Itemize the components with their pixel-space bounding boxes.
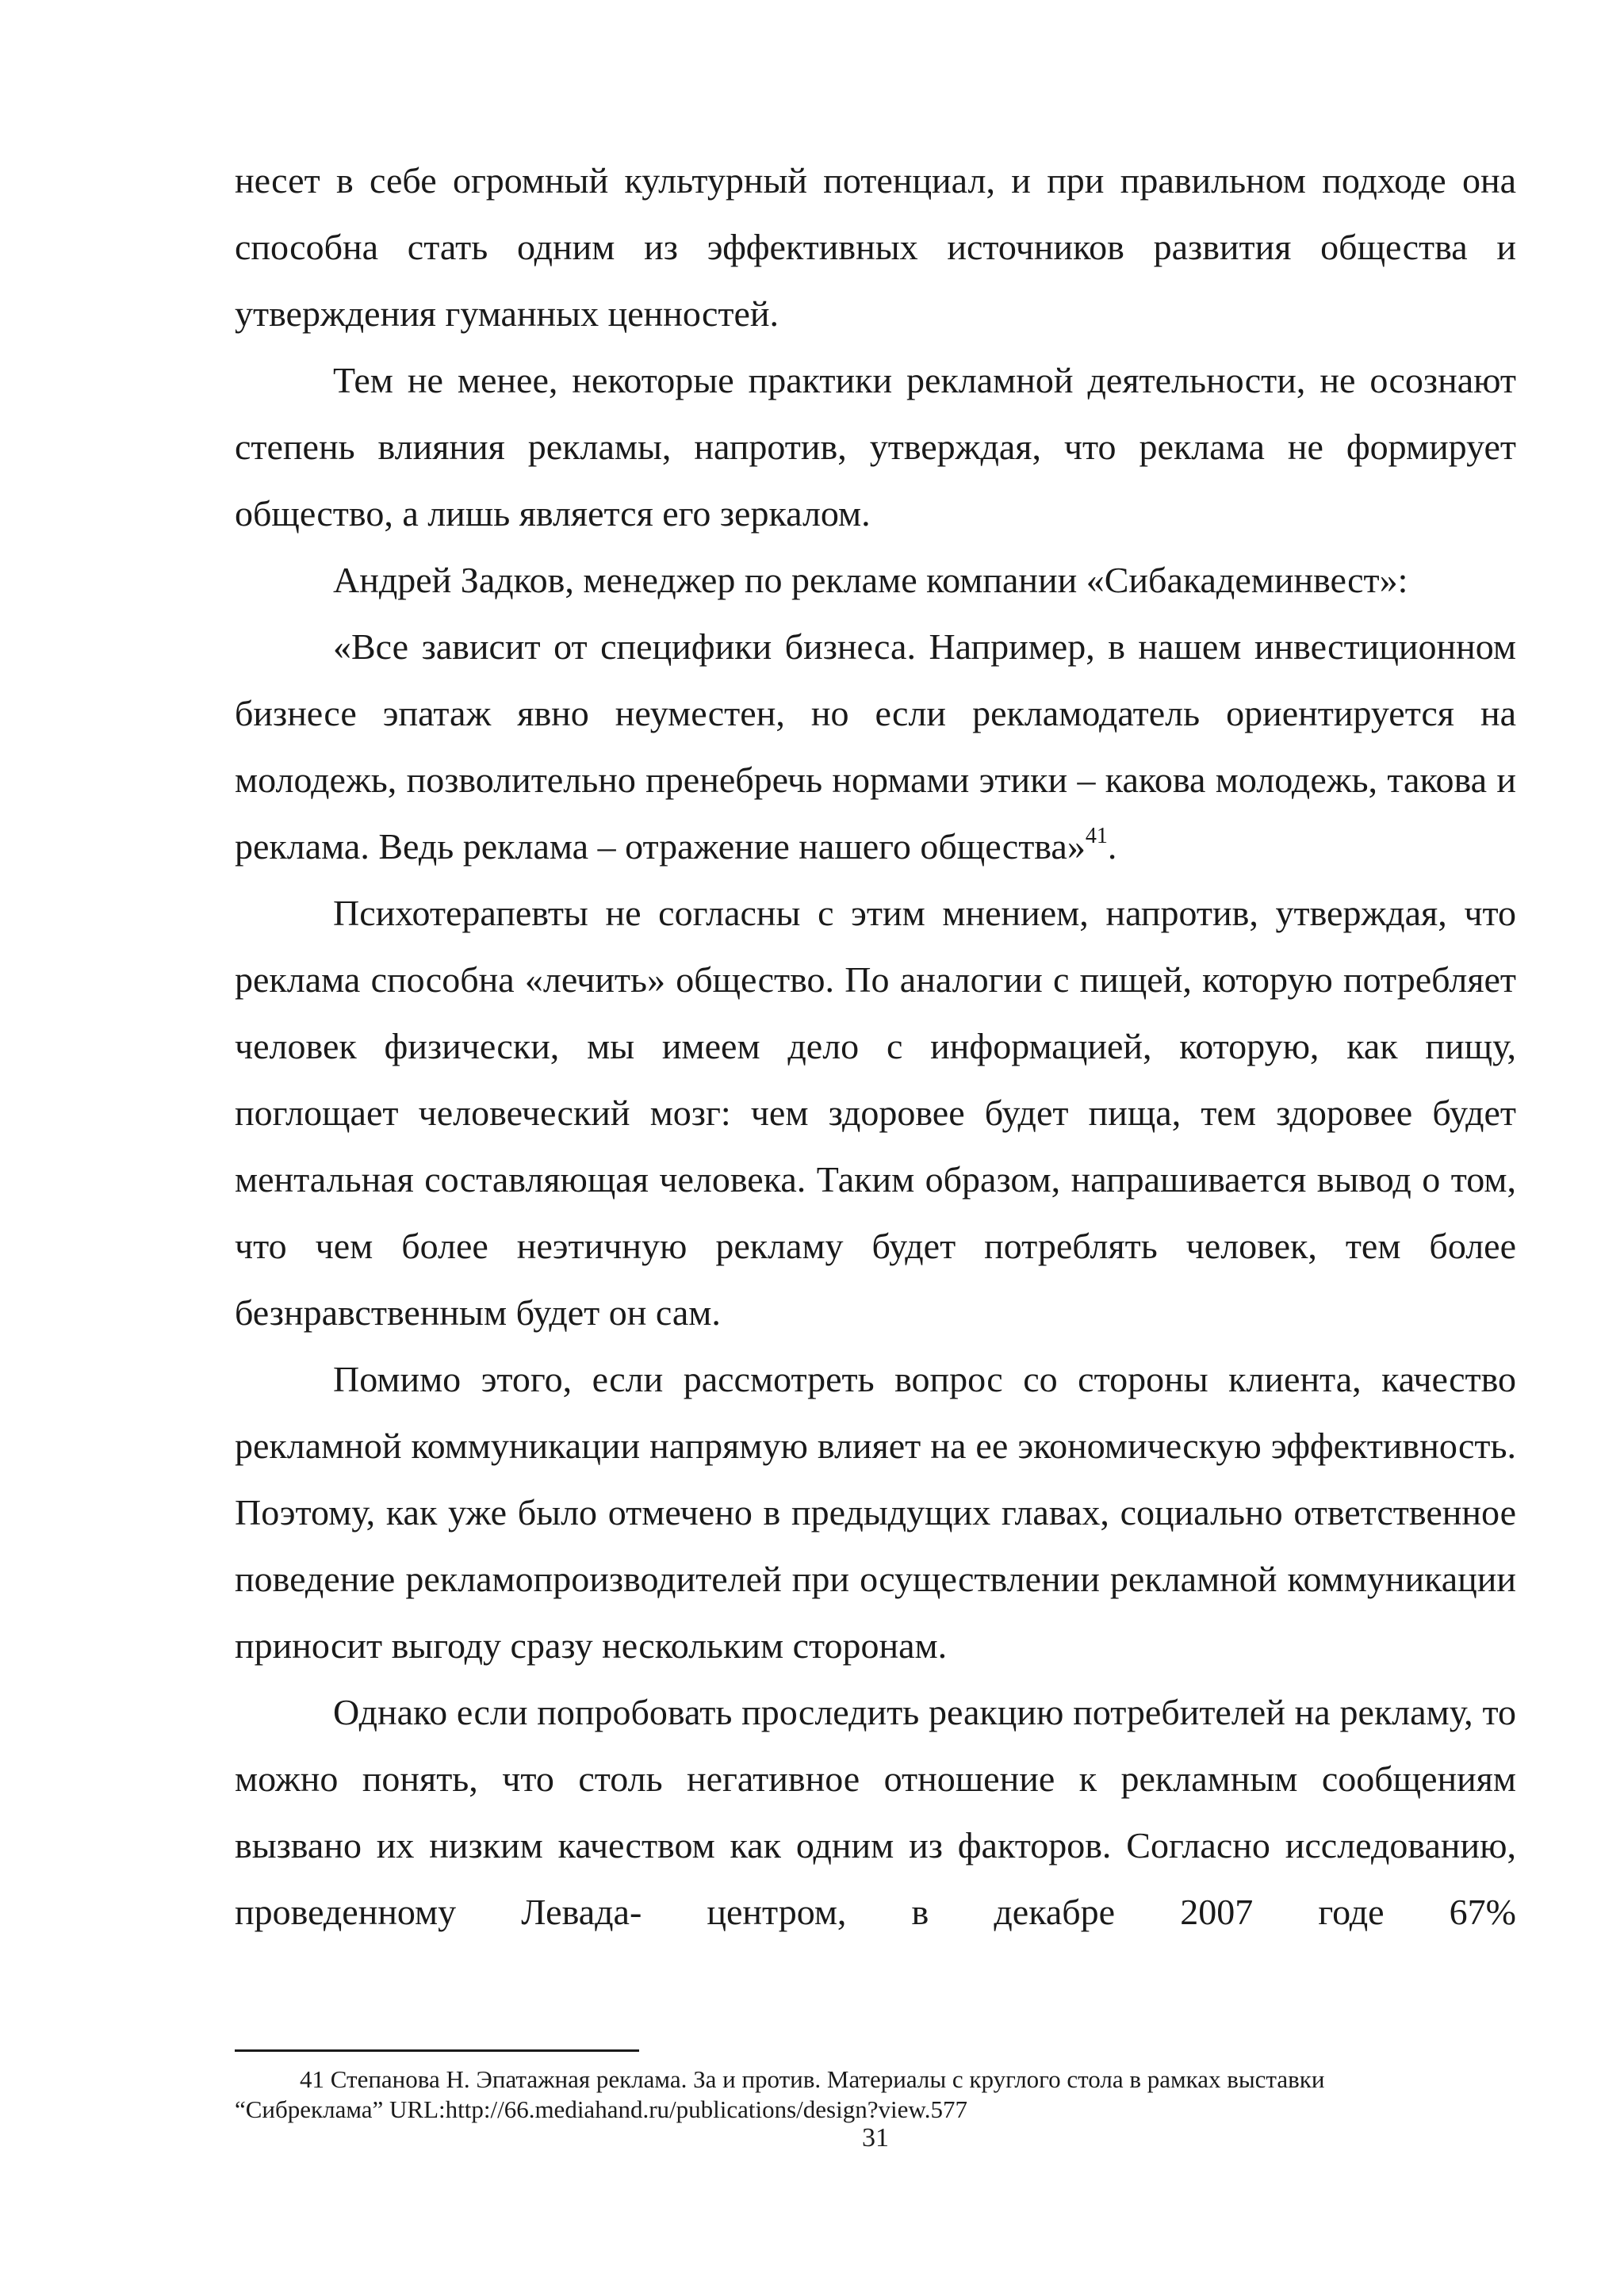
- paragraph-quote: [235, 614, 1516, 880]
- quote-tail: .: [1107, 826, 1117, 867]
- page-number: 31: [862, 2123, 889, 2152]
- paragraph-psychotherapists: Психотерапевты не согласны с этим мнением, напротив, утверждая, что реклама способна «лечить» общество. По аналогии с пищей, которую потребляет человек физически, мы имеем дело с информацией, которую, как пищу, поглощает человеческий мозг: чем здоровее будет пища, тем здоровее будет ментальная составляющая человека. Таким образом, напрашивается вывод о том, что чем более неэтичную рекламу будет потреблять человек, тем более безнравственным будет он сам.: [235, 893, 1516, 1333]
- paragraph-quote-author: Андрей Задков, менеджер по рекламе компании «Сибакадеминвест»:: [333, 560, 1408, 600]
- footnote-reference: 41: [1085, 824, 1108, 848]
- footnote: [235, 2064, 1516, 2125]
- footnote-separator: [235, 2049, 639, 2052]
- paragraph-practices: Тем не менее, некоторые практики рекламной деятельности, не осознают степень влияния рекламы, напротив, утверждая, что реклама не формирует общество, а лишь является его зеркалом.: [235, 360, 1516, 534]
- footnote-line-1: 41 Степанова Н. Эпатажная реклама. За и против. Материалы с круглого стола в рамках выставки: [300, 2065, 1325, 2093]
- paragraph-client-side: Помимо этого, если рассмотреть вопрос со стороны клиента, качество рекламной коммуникации напрямую влияет на ее экономическую эффективность. Поэтому, как уже было отмечено в предыдущих главах, социально ответственное поведение рекламопроизводителей при осуществлении рекламной коммуникации приносит выгоду сразу нескольким сторонам.: [235, 1359, 1516, 1666]
- paragraph-consumer-reaction: Однако если попробовать проследить реакцию потребителей на рекламу, то можно понять, что столь негативное отношение к рекламным сообщениям вызвано их низким качеством как одним из факторов. Согласно исследованию, проведенному Левада- центром, в декабре 2007 годе 67%: [235, 1692, 1516, 1932]
- paragraph-continuation: несет в себе огромный культурный потенциал, и при правильном подходе она способна стать одним из эффективных источников развития общества и утверждения гуманных ценностей.: [235, 160, 1516, 334]
- body-text: [235, 147, 1516, 1946]
- footnote-line-2: “Сибреклама” URL:http://66.mediahand.ru/publications/design?view.577: [235, 2095, 967, 2123]
- quote-text: «Все зависит от специфики бизнеса. Например, в нашем инвестиционном бизнесе эпатаж явно неуместен, но если рекламодатель ориентируется на молодежь, позволительно пренебречь нормами этики – какова молодежь, такова и реклама. Ведь реклама – отражение нашего общества»: [235, 626, 1516, 867]
